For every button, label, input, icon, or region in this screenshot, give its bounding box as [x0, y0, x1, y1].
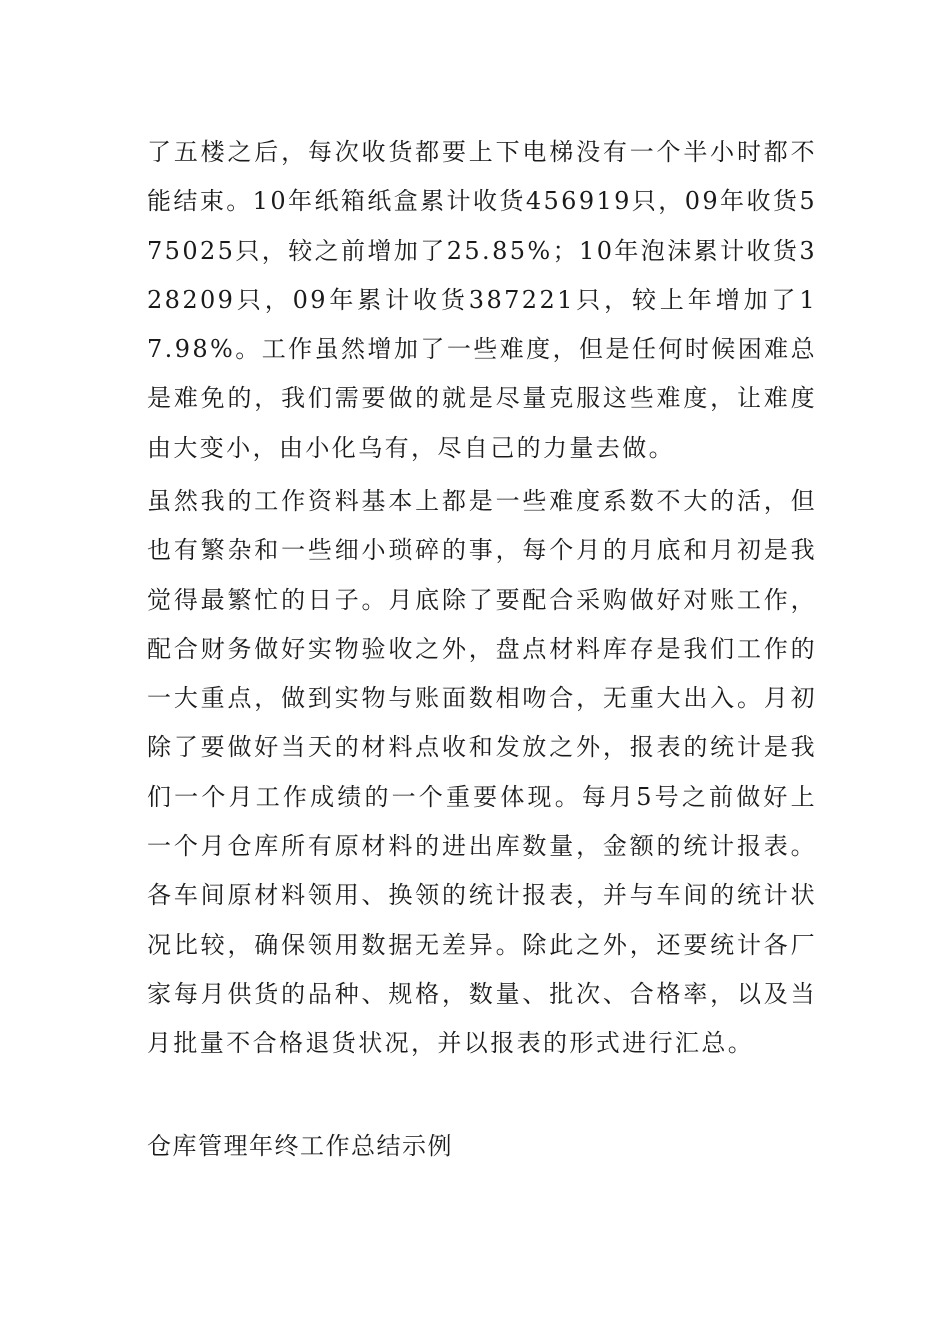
body-paragraph-2: 虽然我的工作资料基本上都是一些难度系数不大的活，但也有繁杂和一些细小琐碎的事，每个月的月底和月初是我觉得最繁忙的日子。月底除了要配合采购做好对账工作，配合财务做好实物验收之外，盘点材料库存是我们工作的一大重点，做到实物与账面数相吻合，无重大出入。月初除了要做好当天的材料点收和发放之外，报表的统计是我们一个月工作成绩的一个重要体现。每月5号之前做好上一个月仓库所有原材料的进出库数量，金额的统计报表。各车间原材料领用、换领的统计报表，并与车间的统计状况比较，确保领用数据无差异。除此之外，还要统计各厂家每月供货的品种、规格，数量、批次、合格率，以及当月批量不合格退货状况，并以报表的形式进行汇总。: [147, 487, 817, 1058]
next-section-title: 仓库管理年终工作总结示例: [147, 1132, 453, 1160]
body-paragraph-1: 了五楼之后，每次收货都要上下电梯没有一个半小时都不能结束。10年纸箱纸盒累计收货456919只，09年收货575025只，较之前增加了25.85%；10年泡沫累计收货328209只，09年累计收货387221只，较上年增加了17.98%。工作虽然增加了一些难度，但是任何时候困难总是难免的，我们需要做的就是尽量克服这些难度，让难度由大变小，由小化乌有，尽自己的力量去做。: [147, 138, 817, 462]
